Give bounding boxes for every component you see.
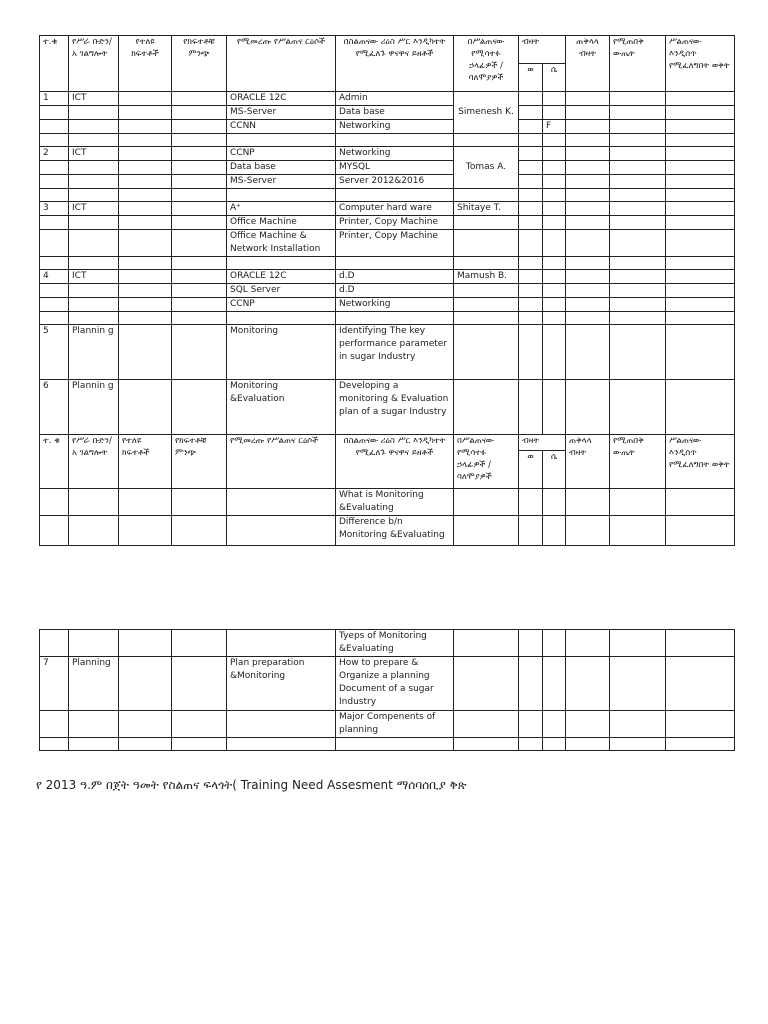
row-subtopic: Networking: [336, 298, 454, 312]
row-topic: MS-Server: [227, 106, 336, 120]
row-topic: CCNP: [227, 147, 336, 161]
row-unit: Plannin g: [69, 380, 119, 435]
row-topic: Plan preparation &Monitoring: [227, 657, 336, 711]
row-topic: Office Machine & Network Installation: [227, 230, 336, 257]
header-unit: የሥራ ቡድን/አ ገልግሎት: [69, 36, 119, 92]
header-num: ብዛት: [519, 36, 566, 64]
row-topic: SQL Server: [227, 284, 336, 298]
header-unit: የሥራ ቡድን/አ ገልግሎት: [69, 435, 119, 489]
row-no: 5: [40, 325, 69, 380]
row-female: F: [543, 120, 566, 134]
row-unit: Planning: [69, 657, 119, 711]
row-subtopic: Developing a monitoring & Evaluation plan of a sugar Industry: [336, 380, 454, 435]
header-subtopic: በስልጠናው ሪዕስ ሥር እንዲካተት የሚፈለጉ ዋናዋና ይዘቶች: [336, 36, 454, 92]
header-female: ሴ: [543, 64, 566, 92]
row-unit: Plannin g: [69, 325, 119, 380]
header-cause: የክፍተቶቹ ምንጭ: [172, 36, 227, 92]
row-no: 4: [40, 270, 69, 284]
row-subtopic: d.D: [336, 284, 454, 298]
row-subtopic: Admin: [336, 92, 454, 106]
header-male: ወ: [519, 64, 543, 92]
header-num: ብዛት: [519, 435, 566, 451]
row-subtopic: Identifying The key performance parameter in sugar Industry: [336, 325, 454, 380]
header-topic: የሚመረጡ የሥልጠና ርዕሶች: [227, 435, 336, 489]
row-subtopic: Printer, Copy Machine: [336, 216, 454, 230]
row-topic: Monitoring &Evaluation: [227, 380, 336, 435]
header-expected: የሚጠበቅ ውጤት: [610, 36, 666, 92]
row-topic: ORACLE 12C: [227, 92, 336, 106]
row-no: 2: [40, 147, 69, 161]
header-total: ጠቅላላ ብዛት: [566, 435, 610, 489]
row-subtopic: d.D: [336, 270, 454, 284]
header-separate: የተለዩ ክፍተቶች: [119, 435, 172, 489]
row-subtopic: What is Monitoring &Evaluating: [336, 489, 454, 516]
header-cause: የክፍተቶቹ ምንጭ: [172, 435, 227, 489]
row-unit: ICT: [69, 202, 119, 216]
row-unit: ICT: [69, 270, 119, 284]
header-separate: የተለዩ ክፍተቶች: [119, 36, 172, 92]
row-topic: Monitoring: [227, 325, 336, 380]
row-subtopic: MYSQL: [336, 161, 454, 175]
row-subtopic: Networking: [336, 120, 454, 134]
header-time: ሥልጠናው እንዲሰጥ የሚፈለግበት ወቅት: [666, 435, 735, 489]
row-subtopic: Major Compenents of planning: [336, 711, 454, 738]
header-subtopic: በስልጠናው ሪዕስ ሥር እንዲካተት የሚፈለጉ ዋናዋና ይዘቶች: [336, 435, 454, 489]
row-topic: CCNP: [227, 298, 336, 312]
row-participant: Tomas A.: [454, 147, 519, 189]
row-unit: ICT: [69, 147, 119, 161]
row-no: 6: [40, 380, 69, 435]
header-no: ተ.ቁ: [40, 36, 69, 92]
row-subtopic: Data base: [336, 106, 454, 120]
row-no: 7: [40, 657, 69, 711]
row-topic: ORACLE 12C: [227, 270, 336, 284]
header-total: ጠቅላላ ብዛት: [566, 36, 610, 92]
header-topic: የሚመረጡ የሥልጠና ርዕሶች: [227, 36, 336, 92]
row-no: 3: [40, 202, 69, 216]
row-no: 1: [40, 92, 69, 106]
row-topic: Office Machine: [227, 216, 336, 230]
row-subtopic: Computer hard ware: [336, 202, 454, 216]
header-no: ተ. ቁ: [40, 435, 69, 489]
header-participants: በሥልጠናው የሚሳተፉ ኃላፊዎች /ባለሞያዎች: [454, 36, 519, 92]
row-subtopic: Server 2012&2016: [336, 175, 454, 189]
training-needs-table: [39, 35, 735, 546]
header-expected: የሚጠበቅ ውጤት: [610, 435, 666, 489]
row-topic: CCNN: [227, 120, 336, 134]
row-participant: Shitaye T.: [454, 202, 519, 216]
row-subtopic: Tyeps of Monitoring &Evaluating: [336, 630, 454, 657]
header-time: ሥልጠናው እንዲሰጥ የሚፈለግበት ወቅት: [666, 36, 735, 92]
row-subtopic: Networking: [336, 147, 454, 161]
header-female: ሴ: [543, 451, 566, 489]
row-topic: MS-Server: [227, 175, 336, 189]
form-title-footer: የ 2013 ዓ.ም በጀት ዓመት የስልጠና ፍላጎት( Training Need Assesment ማሰባሰቢያ ቅጽ: [36, 778, 467, 792]
row-subtopic: How to prepare & Organize a planning Document of a sugar Industry: [336, 657, 454, 711]
row-subtopic: Printer, Copy Machine: [336, 230, 454, 257]
header-participants: በሥልጠናው የሚሳተፉ ኃላፊዎች /ባለሞያዎች: [454, 435, 519, 489]
row-topic: Data base: [227, 161, 336, 175]
row-subtopic: Difference b/n Monitoring &Evaluating: [336, 516, 454, 546]
row-unit: ICT: [69, 92, 119, 106]
row-topic: A⁺: [227, 202, 336, 216]
row-participant: Simenesh K.: [454, 92, 519, 134]
row-participant: Mamush B.: [454, 270, 519, 284]
training-needs-table-continued: [39, 629, 735, 751]
header-male: ወ: [519, 451, 543, 489]
